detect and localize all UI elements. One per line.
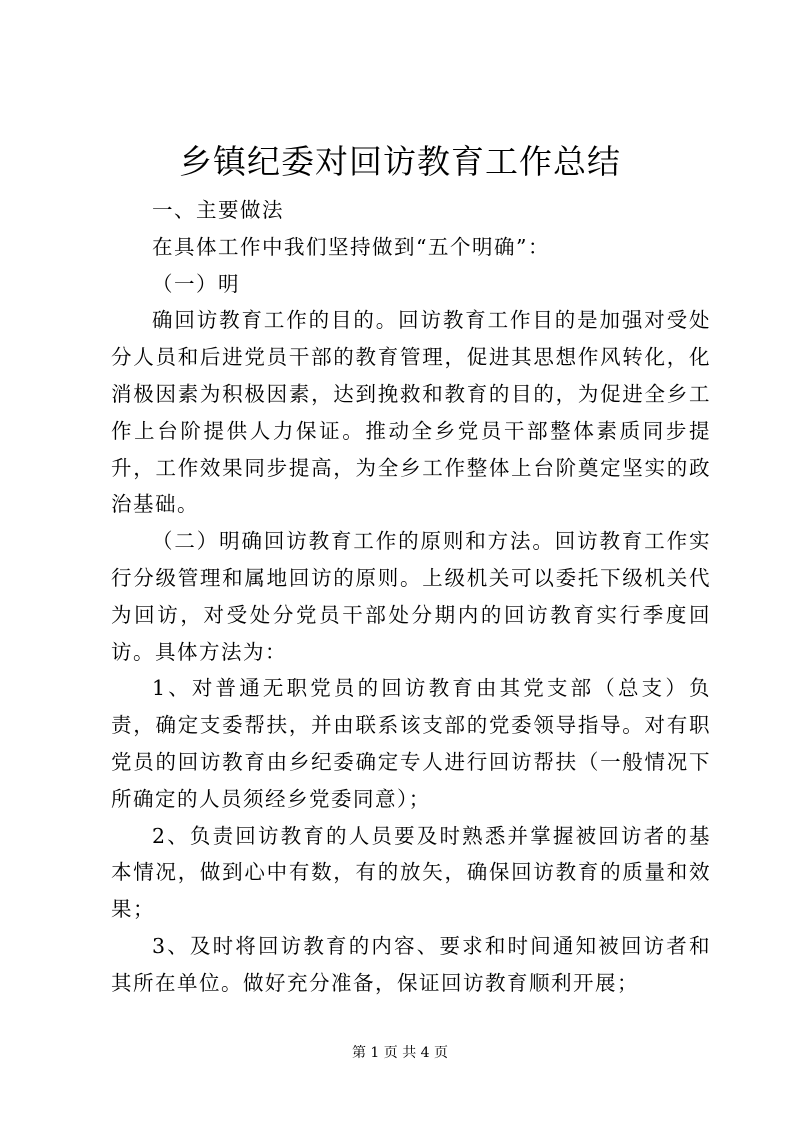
document-title: 乡镇纪委对回访教育工作总结 <box>179 142 621 181</box>
subsection-heading: （一）明 <box>152 271 240 296</box>
paragraph: （二）明确回访教育工作的原则和方法。回访教育工作实行分级管理和属地回访的原则。上级机关可以委托下级机关代为回访，对受处分党员干部处分期内的回访教育实行季度回访。具体方法为： <box>111 529 711 664</box>
paragraph: 在具体工作中我们坚持做到“五个明确”： <box>152 234 550 259</box>
list-item: 1、对普通无职党员的回访教育由其党支部（总支）负责，确定支委帮扶，并由联系该支部的党委领导指导。对有职党员的回访教育由乡纪委确定专人进行回访帮扶（一般情况下所确定的人员须经乡党委同意）； <box>111 676 711 811</box>
list-item: 3、及时将回访教育的内容、要求和时间通知被回访者和其所在单位。做好充分准备，保证回访教育顺利开展； <box>111 933 711 995</box>
paragraph: 确回访教育工作的目的。回访教育工作目的是加强对受处分人员和后进党员干部的教育管理，促进其思想作风转化，化消极因素为积极因素，达到挽救和教育的目的，为促进全乡工作上台阶提供人力保证。推动全乡党员干部整体素质同步提升，工作效果同步提高，为全乡工作整体上台阶奠定坚实的政治基础。 <box>111 308 711 517</box>
document-body <box>111 192 711 1002</box>
list-item: 2、负责回访教育的人员要及时熟悉并掌握被回访者的基本情况，做到心中有数，有的放矢，确保回访教育的质量和效果； <box>111 823 711 922</box>
page-number: 第 1 页 共 4 页 <box>351 1045 449 1061</box>
section-heading: 一、主要做法 <box>152 198 284 222</box>
